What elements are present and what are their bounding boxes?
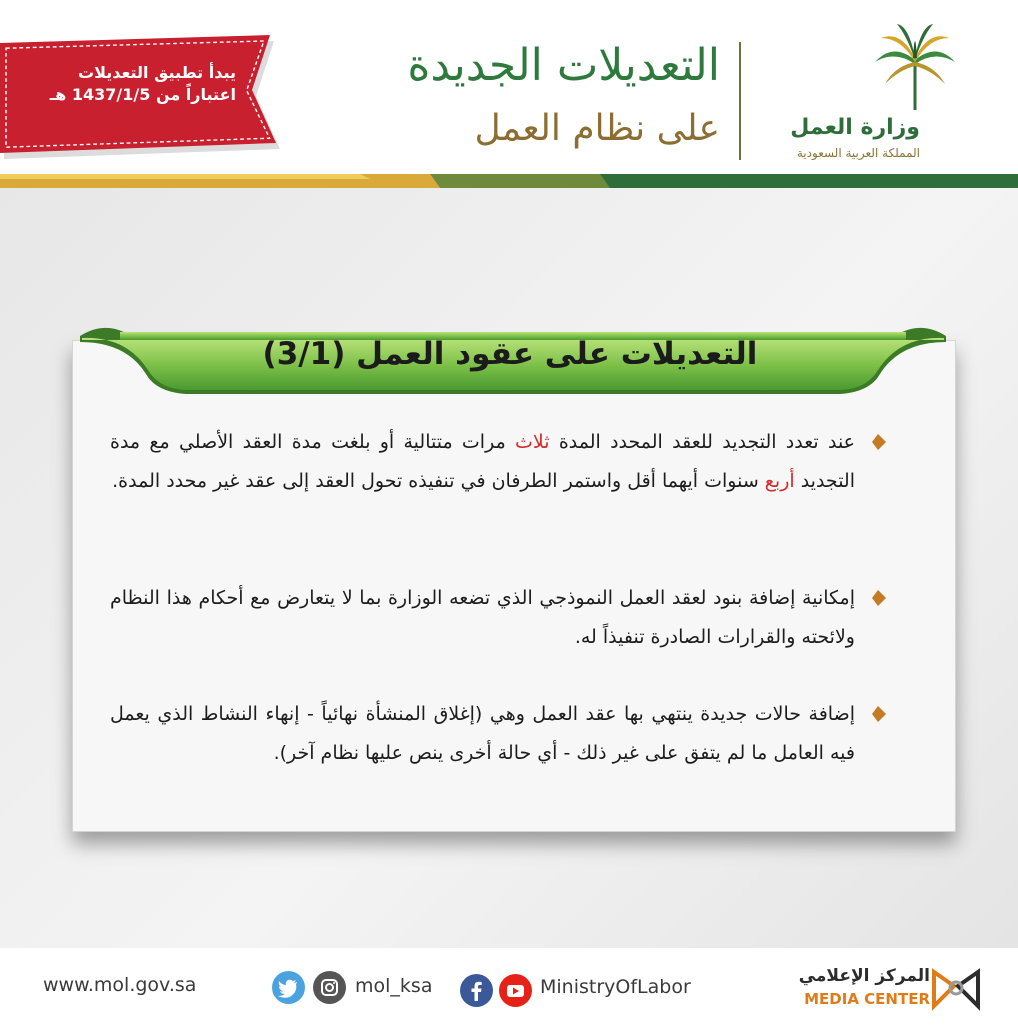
youtube-icon[interactable] xyxy=(499,974,532,1007)
bullet-1-part1: عند تعدد التجديد للعقد المحدد المدة xyxy=(549,431,856,453)
bullet-1-part2: مرات متتالية أو بلغت مدة العقد الأصلي مع مدة التجديد xyxy=(110,431,855,492)
bullet-1-highlight-2: أربع xyxy=(764,470,795,492)
bullet-item-2: إمكانية إضافة بنود لعقد العمل النموذجي الذي تضعه الوزارة بما لا يتعارض مع أحكام هذا النظام ولائحته والقرارات الصادرة تنفيذاً له. xyxy=(110,587,855,648)
card-title: التعديلات على عقود العمل (3/1) xyxy=(262,336,758,372)
main-title: التعديلات الجديدة xyxy=(407,40,720,91)
media-center-logo-icon xyxy=(932,966,980,1012)
ministry-name: وزارة العمل xyxy=(790,115,920,140)
bullet-1-part3: سنوات أيهما أقل واستمر الطرفان في تنفيذه تحول العقد إلى عقد غير محدد المدة. xyxy=(112,470,765,492)
bullet-diamond-icon xyxy=(872,434,886,450)
palm-logo-icon xyxy=(873,22,957,112)
ribbon-text xyxy=(8,62,236,106)
ministry-logo xyxy=(758,22,933,167)
bullet-item-1 xyxy=(110,423,855,501)
facebook-youtube-handle[interactable]: MinistryOfLabor xyxy=(540,976,691,998)
instagram-icon[interactable] xyxy=(313,971,346,1004)
facebook-icon[interactable] xyxy=(460,974,493,1007)
sub-title: على نظام العمل xyxy=(474,108,720,149)
media-center-arabic: المركز الإعلامي xyxy=(798,966,930,986)
media-center-english: MEDIA CENTER xyxy=(804,990,930,1008)
bullet-item-3: إضافة حالات جديدة ينتهي بها عقد العمل وهي (إغلاق المنشأة نهائياً - إنهاء النشاط الذي يعمل فيه العامل ما لم يتفق على غير ذلك - أي حالة أخرى ينص عليها نظام آخر). xyxy=(110,703,855,764)
bullet-1-highlight-1: ثلاث xyxy=(515,431,550,453)
ribbon-line-2: اعتباراً من 1437/1/5 هـ xyxy=(49,85,236,104)
twitter-icon[interactable] xyxy=(272,971,305,1004)
bullet-diamond-icon xyxy=(872,590,886,606)
header xyxy=(0,0,1018,175)
bullet-diamond-icon xyxy=(872,706,886,722)
header-stripe xyxy=(0,174,1018,188)
ribbon-line-1: يبدأ تطبيق التعديلات xyxy=(77,63,236,82)
website-link[interactable]: www.mol.gov.sa xyxy=(43,974,197,996)
header-divider xyxy=(739,42,741,160)
twitter-instagram-handle[interactable]: mol_ksa xyxy=(355,975,433,997)
kingdom-name: المملكة العربية السعودية xyxy=(796,146,920,160)
